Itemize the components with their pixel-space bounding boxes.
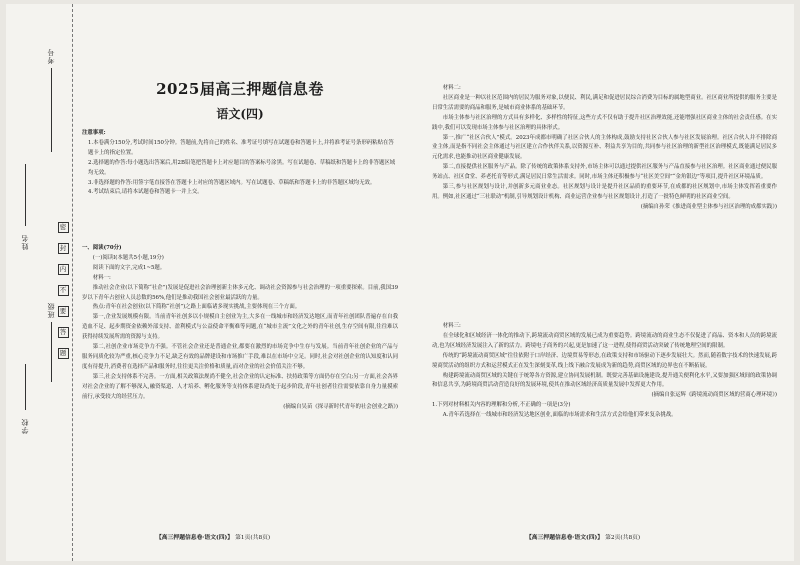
m3-paragraph: 构建跨境流动商贸区域的关键在于统筹各方资源,建立协同发展机制。既要完善基础设施建设,提升通关便利化水平,又要加强区域间的政策协调和信息共享,为跨境商贸活动营造良好的发展环境,使其在推动区域经济高质量发展中发挥更大作用。: [432, 372, 777, 389]
footer-right: [526, 532, 640, 541]
note-item: 3.非选择题的作答:用签字笔直接答在答题卡上对应的答题区域内。写在试题卷、草稿纸和答题卡上的非答题区域均无效。: [88, 179, 376, 186]
school-line: [25, 364, 26, 410]
m1-paragraph: 热点:青年在社会创业(以下简称“社创”)之路上面临诸多现实挑战,主要体现在三个方面。: [92, 304, 301, 311]
seal-char: 答: [58, 327, 69, 338]
footer-left-page: 第1页(共8页): [235, 535, 271, 541]
question-1-option-a: A.青年若选择在一线城市和经济发达地区创业,面临的市场需求和生活方式会给他们带来复杂挑战。: [442, 412, 677, 419]
m2-paragraph: 第一,推广“社区合伙人”模式。2023年成都市明确了社区合伙人的主体构成,鼓励支持社区合伙人参与社区发展治理。社区合伙人并不排除商业主体,而是指不同社会主体通过与社区建立合作伙伴关系,以资源互补、利益共享为目的,共同参与社区治理的新型社区治理模式,既能满足居民多元化需求,也能推动社区商业健康发展。: [432, 134, 777, 161]
m1-paragraph: 推动社会企业(以下简称“社企”)发展是促进社会治理创新主体多元化、调动社会资源参与社会治理的一项重要探索。目前,我国39岁以下青年占创业人员总数的56%,他们是推动我国社会创业最活跃的力量。: [82, 284, 398, 301]
notes-heading: 注意事项:: [82, 130, 106, 136]
section-heading: 一、阅读(70分): [82, 245, 122, 251]
m2-paragraph: 第二,直接提供社区服务与产品。除了传统的政策体系支持外,市场主体可以通过提供社区服务与产品直接参与社区治理。社区商业通过便民服务站点、社区食堂、养老托育等形式,满足居民日常生活需求。同时,市场主体还积极参与“社区美空间”“金角银边”等项目,提升社区环境品质。: [432, 164, 777, 181]
m2-paragraph: 社区商业是一种以社区范围内的居民为服务对象,以便民、利民,满足和促进居民综合消费为目标的属地型商业。社区商业所提供的服务主要是日常生活需要的商品和服务,是城市商业体系的基础环节。: [432, 94, 777, 111]
school-label: 学校: [21, 418, 29, 434]
reading-section: [82, 244, 398, 412]
m2-source: (摘编自孙荣《推进商业型主体参与社区治理的成都实践》): [640, 203, 777, 210]
class-line: [51, 322, 52, 382]
m2-paragraph: 市场主体参与社区治理的方式具有多样化、多样性的特征,这些方式不仅有助于提升社区治理效能,还能增强社区商业主体的社会责任感。在实践中,我们可以发现市场主体参与社区治理的具体形式。: [432, 114, 777, 131]
footer-right-title: 【高三押题信息卷·语文(四)】: [526, 535, 604, 541]
m3-paragraph: 在全球化和区域经济一体化的推动下,跨境流动商贸区域的发展已成为重要趋势。跨境流动的商业生态不仅促进了商品、资本和人员的跨境流动,也为区域经济发展注入了新的活力。跨境电子商务的兴起,更是加速了这一进程,使得商贸活动突破了传统地理空间的限制。: [432, 332, 777, 349]
seal-char: 要: [58, 306, 69, 317]
note-item: 4.考试结束后,请将本试题卷和答题卡一并上交。: [88, 189, 203, 196]
name-line: [25, 164, 26, 226]
seal-char: 封: [58, 243, 69, 254]
m1-paragraph: 第一,企业发展规模有限。当前青年社创多以小规模自主创业为主,大多在一线城市和经济发达地区,而青年社创团队普遍存在自我造血不足、起步期资金依赖外部支持、盈利模式与公益使命平衡难等问题,在“城市主流”文化之外的青年社创,生存空间有限,往往难以获得持续发展所需的资源与支持。: [82, 314, 398, 341]
exam-sheet: [6, 4, 794, 561]
footer-right-page: 第2页(共8页): [605, 535, 641, 541]
m3-source: (摘编自张运辉《跨境流动商贸区域的营商心理环境》): [651, 392, 777, 399]
material2-block: [432, 84, 777, 213]
class-label: 班级: [47, 302, 55, 318]
seal-char: 不: [58, 285, 69, 296]
footer-left-title: 【高三押题信息卷·语文(四)】: [156, 535, 234, 541]
question-1: 1.下列对材料相关内容的理解和分析,不正确的一项是(3分): [432, 402, 571, 409]
material3-block: [432, 322, 777, 421]
m2-paragraph: 第三,参与社区规划与设计,并创新多元商业业态。社区规划与设计是提升社区品质的重要环节,在成都的社区规划中,市场主体发挥着重要作用。例如,社区通过“三社联动”机制,引导规划设计机构、商业运营企业参与社区规划设计,打造了一批特色鲜明的社区商业空间。: [432, 184, 777, 200]
footer-left: [156, 532, 270, 541]
seal-notice: [58, 222, 68, 359]
note-item: 1.本卷满分150分,考试时间150分钟。答题前,先将自己的姓名、准考证号填写在试题卷和答题卡上,并将准考证号条形码粘贴在答题卡上的指定位置。: [88, 139, 394, 156]
material1-label: 材料一:: [92, 274, 111, 281]
m1-paragraph: 第三,社会支持体系不完善。一方面,相关政策法规尚不健全,社会企业的认定标准、扶持政策等方面仍存在空白;另一方面,社会各界对社会企业的了解不够深入,融资渠道、人才培养、孵化服务等支持体系建设尚处于起步阶段,青年社创者往往需要依靠自身力量摸索前行,承受较大的经营压力。: [82, 373, 398, 400]
m1-paragraph: 第二,社创企业市场竞争力不强。不管社会企业还是普通企业,都要在激烈的市场竞争中生存与发展。当前青年社创企业的产品与服务同质化较为严重,核心竞争力不足,缺乏有效的品牌建设和市场推广手段,难以在市场中立足。同时,社会对社创企业的认知度和认同度有待提升,消费者在选择产品和服务时,往往更关注价格和质量,而对企业的社会价值关注不够。: [82, 344, 398, 370]
page-title: 2025届高三押题信息卷: [156, 80, 324, 98]
subsection-heading: (一)阅读Ⅰ(本题共5小题,19分): [92, 254, 164, 261]
exam-no-label: 考号: [47, 48, 55, 64]
exam-notes: [82, 129, 398, 198]
seal-char: 题: [58, 348, 69, 359]
subject-title: 语文(四): [216, 107, 264, 121]
name-label: 姓名: [21, 234, 29, 250]
m3-paragraph: 传统的“跨境流动商贸区域”往往依附于口岸经济、边境贸易等形态,在政策支持和市场驱动下逐步发展壮大。然而,随着数字技术的快速发展,跨境商贸活动的组织方式和运营模式正在发生深刻变革,线上线下融合发展成为新的趋势,商贸区域的边界也在不断拓展。: [432, 352, 777, 369]
material2-label: 材料二:: [442, 85, 461, 91]
exam-no-line: [51, 68, 52, 152]
seal-char: 内: [58, 264, 69, 275]
m1-source: (摘编自吴苗《探寻新时代青年的社会创业之路》): [283, 403, 398, 410]
seal-char: 密: [58, 222, 69, 233]
note-item: 2.选择题的作答:每小题选出答案后,用2B铅笔把答题卡上对应题目的答案标号涂黑。写在试题卷、草稿纸和答题卡上的非答题区域均无效。: [88, 159, 396, 176]
binding-strip: [6, 4, 73, 561]
material3-label: 材料三:: [442, 323, 461, 329]
reading-instruction: 阅读下面的文字,完成1~5题。: [92, 264, 166, 271]
